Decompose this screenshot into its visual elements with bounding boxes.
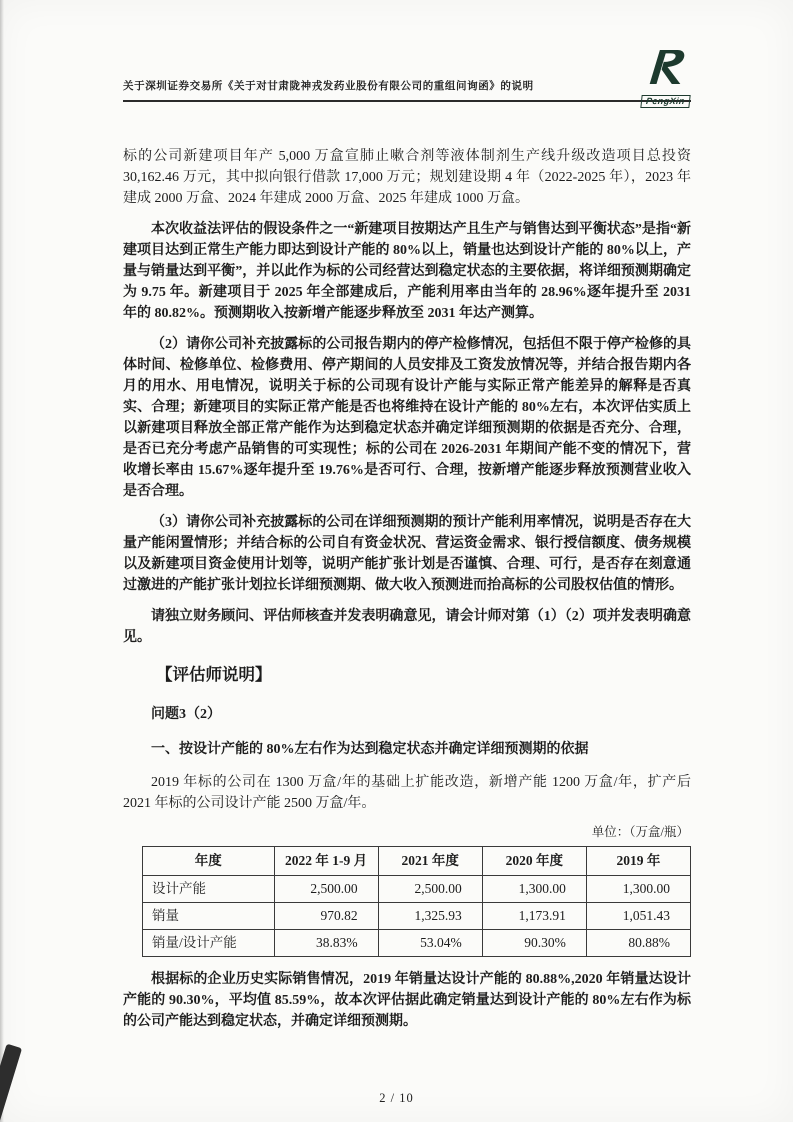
header-title: 关于深圳证券交易所《关于对甘肃陇神戎发药业股份有限公司的重组问询函》的说明 bbox=[123, 81, 534, 92]
table-cell: 设计产能 bbox=[143, 876, 275, 903]
table-cell: 1,300.00 bbox=[586, 876, 690, 903]
document-header bbox=[123, 0, 691, 106]
table-header-cell: 2020 年度 bbox=[482, 847, 586, 876]
closing-paragraph: 根据标的企业历史实际销售情况，2019 年销量达设计产能的 80.88%,2020 年销量达设计产能的 90.30%，平均值 85.59%，故本次评估据此确定销量达到设计产能的 80%左右作为标的公司产能达到稳定状态，并确定详细预测期。 bbox=[123, 972, 691, 1029]
table-cell: 2,500.00 bbox=[274, 876, 378, 903]
table-cell: 2,500.00 bbox=[378, 876, 482, 903]
pengxin-logo bbox=[637, 48, 693, 109]
scan-corner-artifact bbox=[0, 1044, 22, 1122]
table-header-row bbox=[143, 847, 691, 876]
table-cell: 1,325.93 bbox=[378, 903, 482, 930]
paragraph-carryover: 标的公司新建项目年产 5,000 万盒宣肺止嗽合剂等液体制剂生产线升级改造项目总投资 30,162.46 万元，其中拟向银行借款 17,000 万元；规划建设期 4 年（2022-2025 年），2023 年建成 2000 万盒、2024 年建成 2000 万盒、2025 年建成 1000 万盒。 bbox=[123, 149, 691, 206]
table-cell: 80.88% bbox=[586, 930, 690, 957]
section-title: 【评估师说明】 bbox=[156, 665, 272, 684]
logo-wordmark: PengXin bbox=[640, 95, 690, 108]
paragraph-assumption: 本次收益法评估的假设条件之一“新建项目按期达产且生产与销售达到平衡状态”是指“新建项目达到正常生产能力即达到设计产能的 80%以上，销量也达到设计产能的 80%以上，产量与销量达到平衡”，并以此作为标的公司经营达到稳定状态的主要依据，将详细预测期确定为 9.75 年。新建项目于 2025 年全部建成后，产能利用率由当年的 28.96%逐年提升至 2031 年的 80.82%。预测期收入按新增产能逐步释放至 2031 年达产测算。 bbox=[123, 222, 691, 321]
document-body bbox=[123, 146, 691, 1032]
header-rule bbox=[123, 76, 691, 102]
table-header-cell: 2022 年 1-9 月 bbox=[274, 847, 378, 876]
table-header-cell: 2021 年度 bbox=[378, 847, 482, 876]
page-number: 2 / 10 bbox=[379, 1091, 414, 1105]
table-cell: 970.82 bbox=[274, 903, 378, 930]
answer-heading: 一、按设计产能的 80%左右作为达到稳定状态并确定详细预测期的依据 bbox=[151, 742, 589, 757]
table-cell: 1,300.00 bbox=[482, 876, 586, 903]
table-cell: 销量/设计产能 bbox=[143, 930, 275, 957]
table-cell: 1,051.43 bbox=[586, 903, 690, 930]
table-cell: 38.83% bbox=[274, 930, 378, 957]
table-cell: 53.04% bbox=[378, 930, 482, 957]
logo-r-icon bbox=[642, 73, 688, 90]
capacity-table bbox=[142, 846, 691, 957]
paragraph-question-2: （2）请你公司补充披露标的公司报告期内的停产检修情况，包括但不限于停产检修的具体时间、检修单位、检修费用、停产期间的人员安排及工资发放情况等，并结合报告期内各月的用水、用电情况，说明关于标的公司现有设计产能与实际正常产能差异的解释是否真实、合理；新建项目的实际正常产能是否也将维持在设计产能的 80%左右，本次评估实质上以新建项目释放全部正常产能作为达到稳定状态并确定详细预测期的依据是否充分、合理，是否已充分考虑产品销售的可实现性；标的公司在 2026-2031 年期间产能不变的情况下，营收增长率由 15.67%逐年提升至 19.76%是否可行、合理，按新增产能逐步释放预测营业收入是否合理。 bbox=[123, 337, 691, 499]
question-label: 问题3（2） bbox=[151, 707, 221, 722]
table-cell: 销量 bbox=[143, 903, 275, 930]
table-row bbox=[143, 876, 691, 903]
table-row bbox=[143, 930, 691, 957]
paragraph-verification-request: 请独立财务顾问、评估师核查并发表明确意见，请会计师对第（1）（2）项并发表明确意见。 bbox=[123, 609, 691, 645]
answer-intro-paragraph: 2019 年标的公司在 1300 万盒/年的基础上扩能改造，新增产能 1200 万盒/年，扩产后 2021 年标的公司设计产能 2500 万盒/年。 bbox=[123, 775, 691, 811]
table-row bbox=[143, 903, 691, 930]
table-header-cell: 年度 bbox=[143, 847, 275, 876]
paragraph-question-3: （3）请你公司补充披露标的公司在详细预测期的预计产能利用率情况，说明是否存在大量产能闲置情形；并结合标的公司自有资金状况、营运资金需求、银行授信额度、债务规模以及新建项目资金使用计划等，说明产能扩张计划是否谨慎、合理、可行，是否存在刻意通过激进的产能扩张计划拉长详细预测期、做大收入预测进而抬高标的公司股权估值的情形。 bbox=[123, 515, 691, 593]
table-header-cell: 2019 年 bbox=[586, 847, 690, 876]
table-unit-note: 单位：（万盒/瓶） bbox=[591, 825, 689, 839]
table-cell: 90.30% bbox=[482, 930, 586, 957]
table-cell: 1,173.91 bbox=[482, 903, 586, 930]
